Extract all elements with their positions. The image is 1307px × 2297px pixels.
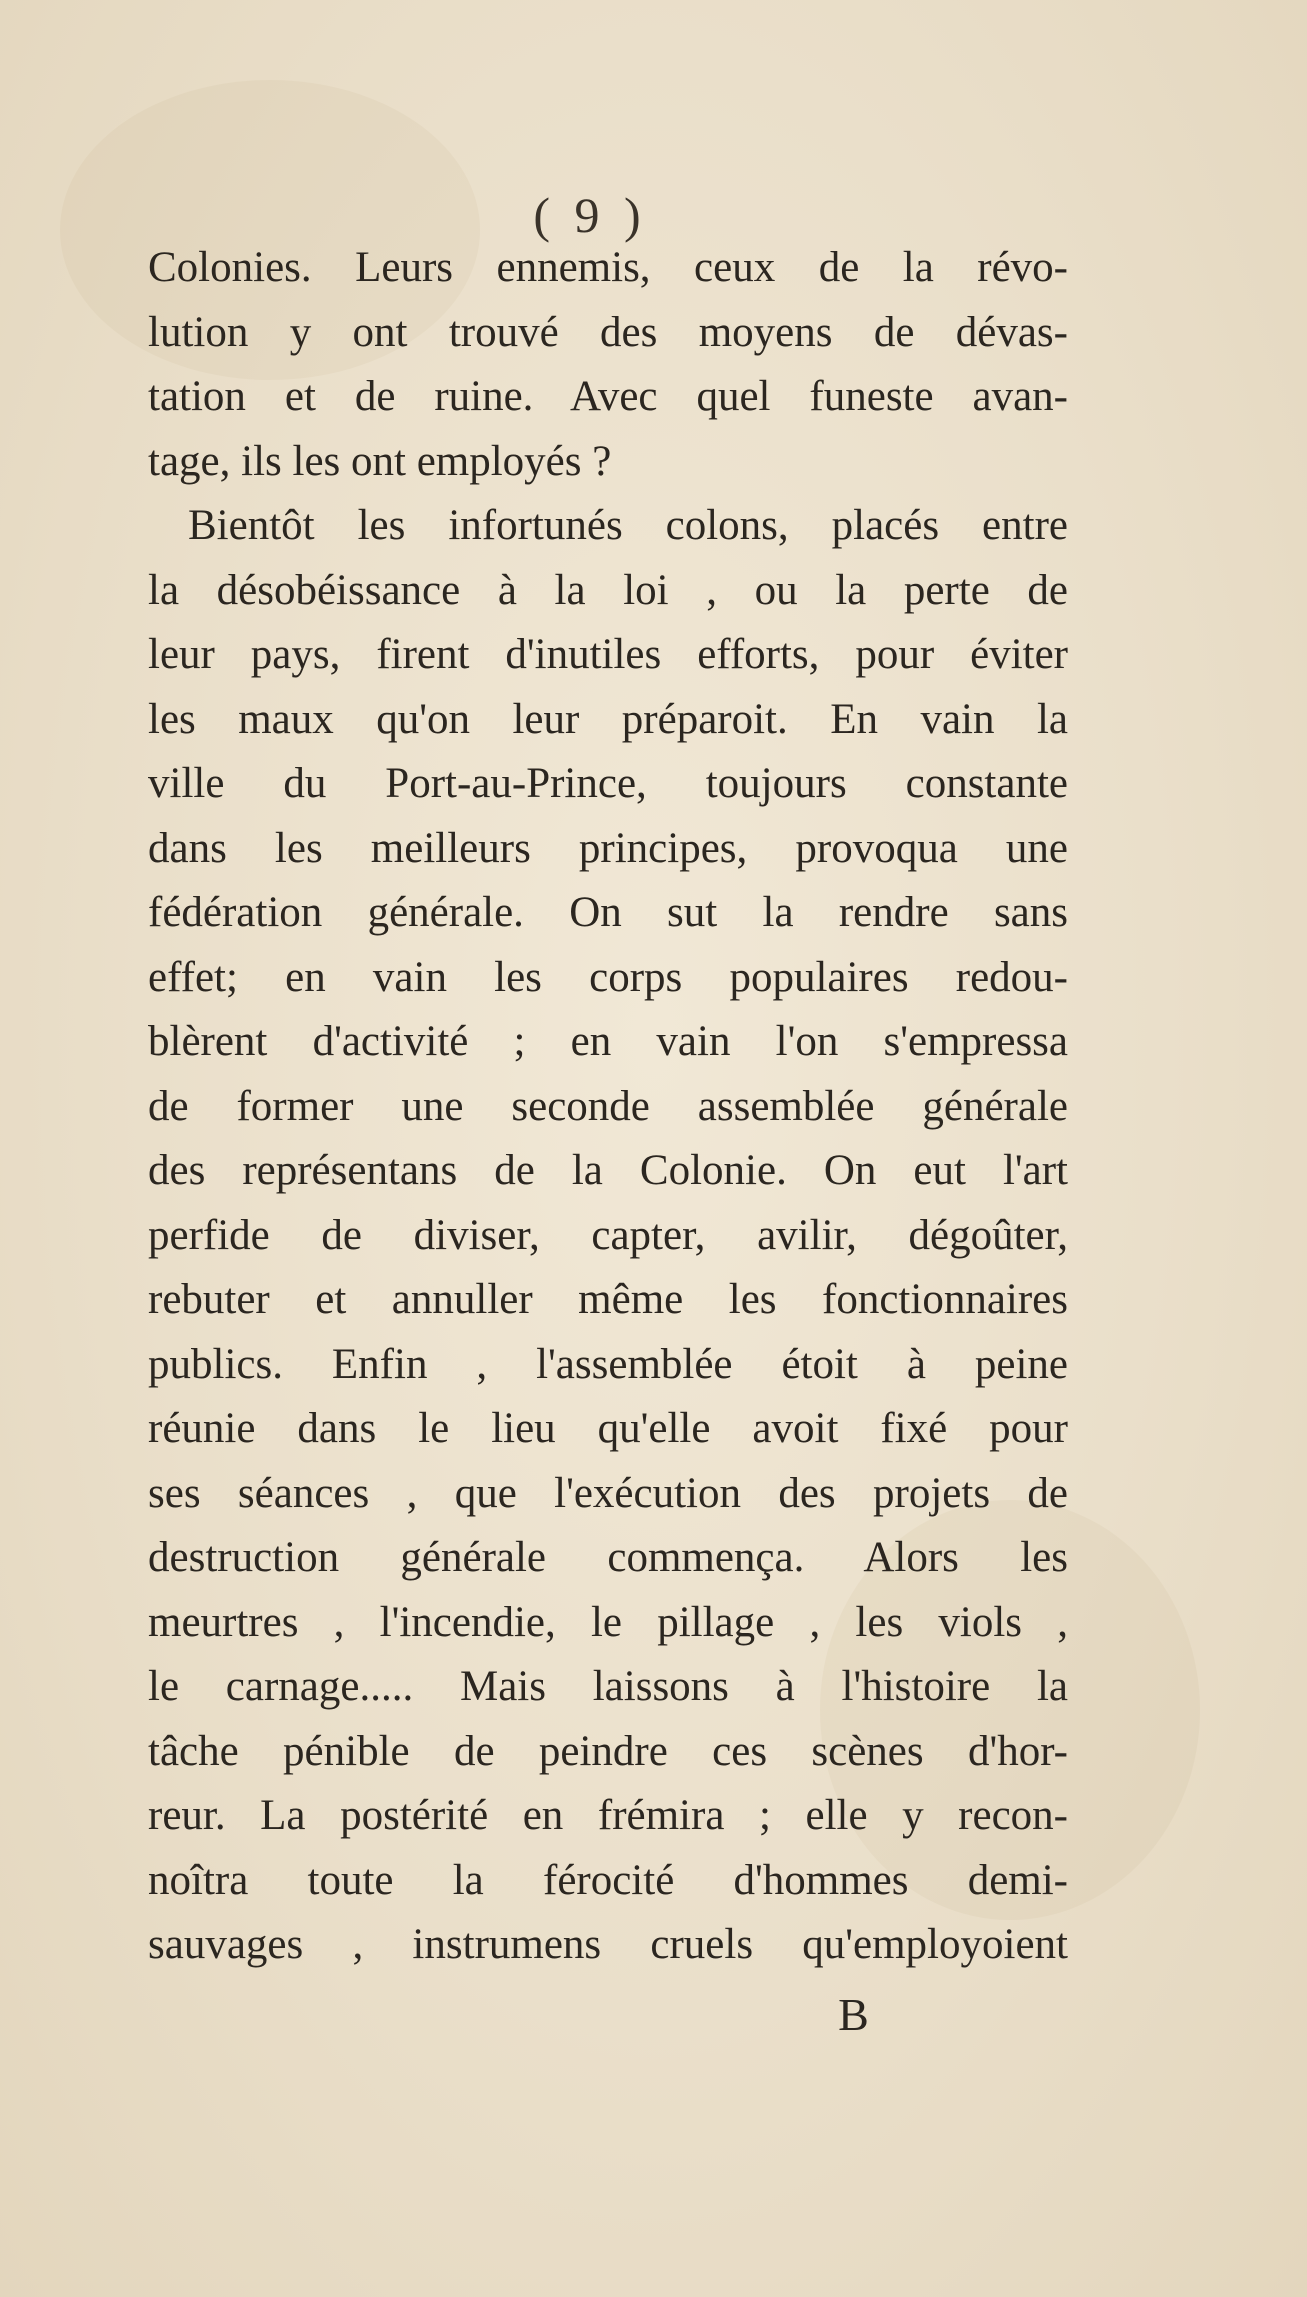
text-line: la désobéissance à la loi , ou la perte de — [148, 566, 1068, 614]
text-line: tage, ils les ont employés ? — [148, 437, 612, 485]
text-line: réunie dans le lieu qu'elle avoit fixé pour — [148, 1405, 1068, 1452]
text-line: tâche pénible de peindre ces scènes d'hor- — [148, 1727, 1068, 1775]
text-line: dans les meilleurs principes, provoqua une — [148, 824, 1068, 872]
text-line: fédération générale. On sut la rendre sans — [148, 889, 1068, 936]
text-line: de former une seconde assemblée générale — [148, 1082, 1068, 1130]
text-line: ville du Port-au-Prince, toujours constante — [148, 760, 1068, 807]
text-line: Bientôt les infortunés colons, placés entre — [188, 502, 1068, 549]
text-line: le carnage..... Mais laissons à l'histoire la — [148, 1663, 1068, 1710]
text-line: effet; en vain les corps populaires redou- — [148, 953, 1068, 1001]
text-line: reur. La postérité en frémira ; elle y recon- — [148, 1792, 1068, 1839]
text-line: sauvages , instrumens cruels qu'employoient — [148, 1921, 1068, 1968]
text-line: tation et de ruine. Avec quel funeste avan- — [148, 373, 1068, 420]
text-line: les maux qu'on leur préparoit. En vain la — [148, 695, 1068, 743]
text-line: rebuter et annuller même les fonctionnaires — [148, 1276, 1068, 1323]
text-line: publics. Enfin , l'assemblée étoit à peine — [148, 1340, 1068, 1388]
text-line: lution y ont trouvé des moyens de dévas- — [148, 308, 1068, 356]
text-line: perfide de diviser, capter, avilir, dégoûter, — [148, 1211, 1068, 1259]
text-line: ses séances , que l'exécution des projets de — [148, 1469, 1068, 1517]
text-line: blèrent d'activité ; en vain l'on s'empressa — [148, 1018, 1068, 1065]
text-line: destruction générale commença. Alors les — [148, 1534, 1068, 1581]
text-line: noîtra toute la férocité d'hommes demi- — [148, 1856, 1068, 1904]
text-line: Colonies. Leurs ennemis, ceux de la révo- — [148, 244, 1068, 291]
page-number: ( 9 ) — [533, 187, 647, 243]
text-line: meurtres , l'incendie, le pillage , les viols , — [148, 1598, 1068, 1646]
text-line: des représentans de la Colonie. On eut l'art — [148, 1147, 1068, 1194]
body-text — [148, 236, 1068, 1978]
text-line: leur pays, firent d'inutiles efforts, pour éviter — [148, 631, 1068, 678]
signature-mark: B — [838, 1989, 869, 2040]
